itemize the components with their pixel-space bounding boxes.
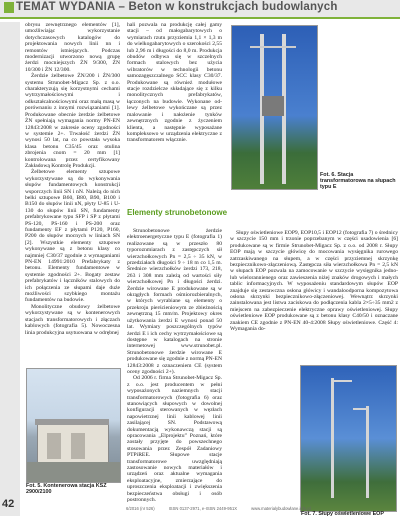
light-pole <box>331 378 334 498</box>
light-arm <box>353 408 367 410</box>
paragraph: hali pozwala na produkcję całej gamy stacji – od małogabarytowych o wymiarach rzutu przyziemia 1,1 × 1,3 m do wielkogabarytowych o szerokości 2,55 lub 2,96 m i długości do 8,0 m. Produkcja obudów odbywa się w szczelnych formach stalowych bez użycia wibratorów w technologii betonu samozagęszczalnego SCC klasy C30/37. Produkowane są również modułowe stacje rozdzielcze składające się z kilku monolitycznych prefabrykatów, łączonych na budowie. Wykonane od-lewy żelbetowe wykończane są przez malowanie i nałożenie tynków zewnętrznych zgodnie z życzeniem klienta, a następnie wyposażane kompleksowo w urządzenia elektryczne z transformatorem włącznie. <box>127 22 222 144</box>
paragraph: Żelbetowe elementy sztupowe wykorzystywane są do wykonywania słupów fundamentowych konstrukcji wsporczych linii SN i nN. Należą do nich belki sztupowe B60, B80, B90, B100 i B150 do słupów linii nN, płyty U-85 i U-130 do słupów linii SN, fundamenty prefabrykowane typu SFP i SP z płytami PS-120, PS-160 i PS-200 oraz fundamenty EF z płytami P120, P160, P200 do słupów mocnych w liniach SN [2]. Wszystkie elementy sztupowe wykonywane są z betonu klasy co najmniej C30/37 zgodnie z wymaganiami PN-EN 14991:2010 Prefabrykaty z betonu. Elementy fundamentowe w systemie zgodności 2+. Bogaty zestaw prefabrykatów i łączników stalowych do ich połączenia ze słupami daje duże możliwości szybkiego montażu fundamentów na budowie. <box>25 169 120 304</box>
footer-issue: 6/2016 (nr 526) <box>126 506 155 511</box>
paragraph: Monolityczne obudowy żelbetowe wykorzystywane są w kontenerowych stacjach transformatorowych i złączach kablowych (fotografia 5). Nowoczesna linia produkcyjna usytuowana w odrębnej <box>25 303 120 336</box>
footer-website: www.materialybudowlane.info.pl <box>251 506 311 511</box>
header-title: TEMAT WYDANIA – Beton w konstrukcjach budowlanych <box>16 1 338 13</box>
ground <box>27 462 120 482</box>
paragraph: Strunobetonowe żerdzie elektroenergetyczne typu E (fotografia 1) realizowane są w przeszło 80 typoroznmiarach z zastępczych sił wierzchołkowych Pn = 2,5 ÷ 35 kN, w przedziałach długości 9 ÷ 18 m co 1,5 m. Średnice wierzchołków żerdzi 173, 218, 263 i 308 mm zależą od wartości siły wierzchołkowej Pn i długości żerdzi. Żerdzie wirowane E produkowane są w okrągłych formach ośmiorozbieralnych, w których wyrabiane są elementy o przekroju pierścieniowym ze zbieżnością zewnętrzną 15 mm/m. Projektowy okres użytkowania żerdzi E wynosi ponad 50 lat. Wymiary poszczególnych typów żerdzi E i ich cechy wytrzymałościowe są dostępne w katalogach na stronie internetowej www.strunobet.pl. Strunobetonowe żerdzie wirowane E produkowane się zgodnie z normą PN-EN 12843:2008 z oznaczeniem CE (system oceny zgodności 2+). <box>127 228 222 375</box>
photo-caption: Fot. 5. Kontenerowa stacja KSZ 2900/2100 <box>26 483 107 495</box>
substation-door <box>47 433 61 459</box>
section-heading: Elementy strunobetonowe <box>127 208 228 217</box>
header-rule <box>0 17 400 19</box>
crossarm <box>250 46 296 48</box>
paragraph: Żerdzie żelbetowe ŻN/200 i ŻN/300 systemu Strunobet-Migacz Sp. z o.o. charakteryzują się korzystnymi cechami wytrzymałościowymi i odkształcalnościowymi oraz małą masą w porównaniu z innymi rozwiązaniami [1]. Produkowane obecnie żerdzie żelbetowe ŻN spełniają wymagania normy PN-EN 12843:2008 w zakresie oceny zgodności w systemie 2+. Trwałość żerdzi ŻN wynosi 50 lat, na co powstała wysoka klasa betonu C35/45 oraz otulina zbrojenia cnom = 20 mm [1] kontrolowana przez certyfikowany Zakładową Kontrolę Produkcji. <box>25 73 120 169</box>
page-header <box>0 0 400 19</box>
page-number: 42 <box>2 498 15 510</box>
text-column-2b <box>127 228 222 503</box>
light-arm <box>334 380 352 382</box>
photo-pole-transformer-station <box>231 25 318 190</box>
text-column-2 <box>127 22 222 208</box>
photo-caption: Fot. 6. Stacja transformatorowa na słupach typu E <box>320 172 396 190</box>
paragraph: Słupy oświetleniowe EOP9, EOP10,5 i EOP12 (fotografia 7) o średnicy w szczycie 150 mm i trzonie poprzebanym w części usadowienia [6] produkowane są w firmie Strunobet-Migacz Sp. z o.o. od 2008 r. Słupy EOP mają w szczycie główicę do mocowania wysięgnika rurowego zatrzaskiwanego na słupem, a w części przyziemnej skrzynkę bezpiecznikowo-złączeniową. Zastępcza siła wierzchołkowa Pn = 2,5 kN w słupach EOP pozwala na zamocowanie w szczycie wysięgnika jedno- lub wielorannienego oraz zawieszenia niżej znaków drogowych i małych tablic informacyjnych. W wyposażeniu standardowym słupów EOP znajduje się zestawczna osłona główicy i wandaloodporna kompozytowa osłona skrzynki bezpiecznikowo-złączeniowej. Wewnątrz skrzynki zainstalowana jest listwa zaciskowa do podłączenia kabla 2×5÷35 mm2 z miejscem na zabezpieczenie elektryczne oprawy oświetleniowej. Słupy oświetleniowe EOP produkowane są z betonu klasy C40/50 i oznaczane znakiem CE zgodnie z PN-EN 40-4:2008 Słupy oświetleniowe. Część 4: Wymagania do- <box>230 230 398 333</box>
footer-issn: ISSN 0137-2971, e-ISSN 2449-951X <box>168 506 238 511</box>
substation-door <box>71 433 85 459</box>
photo-caption: Fot. 7. Słupy oświetleniowe EOP <box>301 511 384 517</box>
photo-street-light-poles <box>300 365 397 512</box>
photo-container-substation <box>26 368 121 483</box>
page-footer <box>126 506 396 511</box>
side-margin-strip <box>0 22 20 516</box>
transformer <box>262 96 284 116</box>
substation-roof <box>35 419 109 425</box>
paragraph: Od 2006 r. firma Strunobet-Migacz Sp. z o.o. jest producentem w pełni wyposażonych naziemnych stacji transformatorowych (fotografia 6) oraz stanowiących słupowych w dowolnej konfiguracji sterowanych w węzłach napowietrznej linii kablowej linii zasilającej SN. Podstawową dokumentacją wykonawczą stacji są opracowania „Elprojektu” Poznań, które zostały przyjęte do powszechnego stosowania przez Zespół Zadaniowy PTPiREE. Słupowe stacje transformatorowe uwzględniają zastosowanie nowych materiałów i urządzeń oraz aktualne wymagania eksploatacyjne, zmierzające do uproszczenia eksploatacji i zwiększenia bezpieczeństwa obsługi i osób postronnych. <box>127 375 222 503</box>
light-pole <box>366 406 369 498</box>
paragraph: obrysu zewnętrznego elementów [1], umożliwiając wykorzystanie dotychczasowych katalogów do projektowania nowych linii nn i remontów istniejących. Podczas modernizacji utworzono nową grupę żerdzi mocniejszych ŻN 9/300, ŻN 10/300 i ŻN 12/300. <box>25 22 120 73</box>
header-accent-bar <box>4 2 14 13</box>
